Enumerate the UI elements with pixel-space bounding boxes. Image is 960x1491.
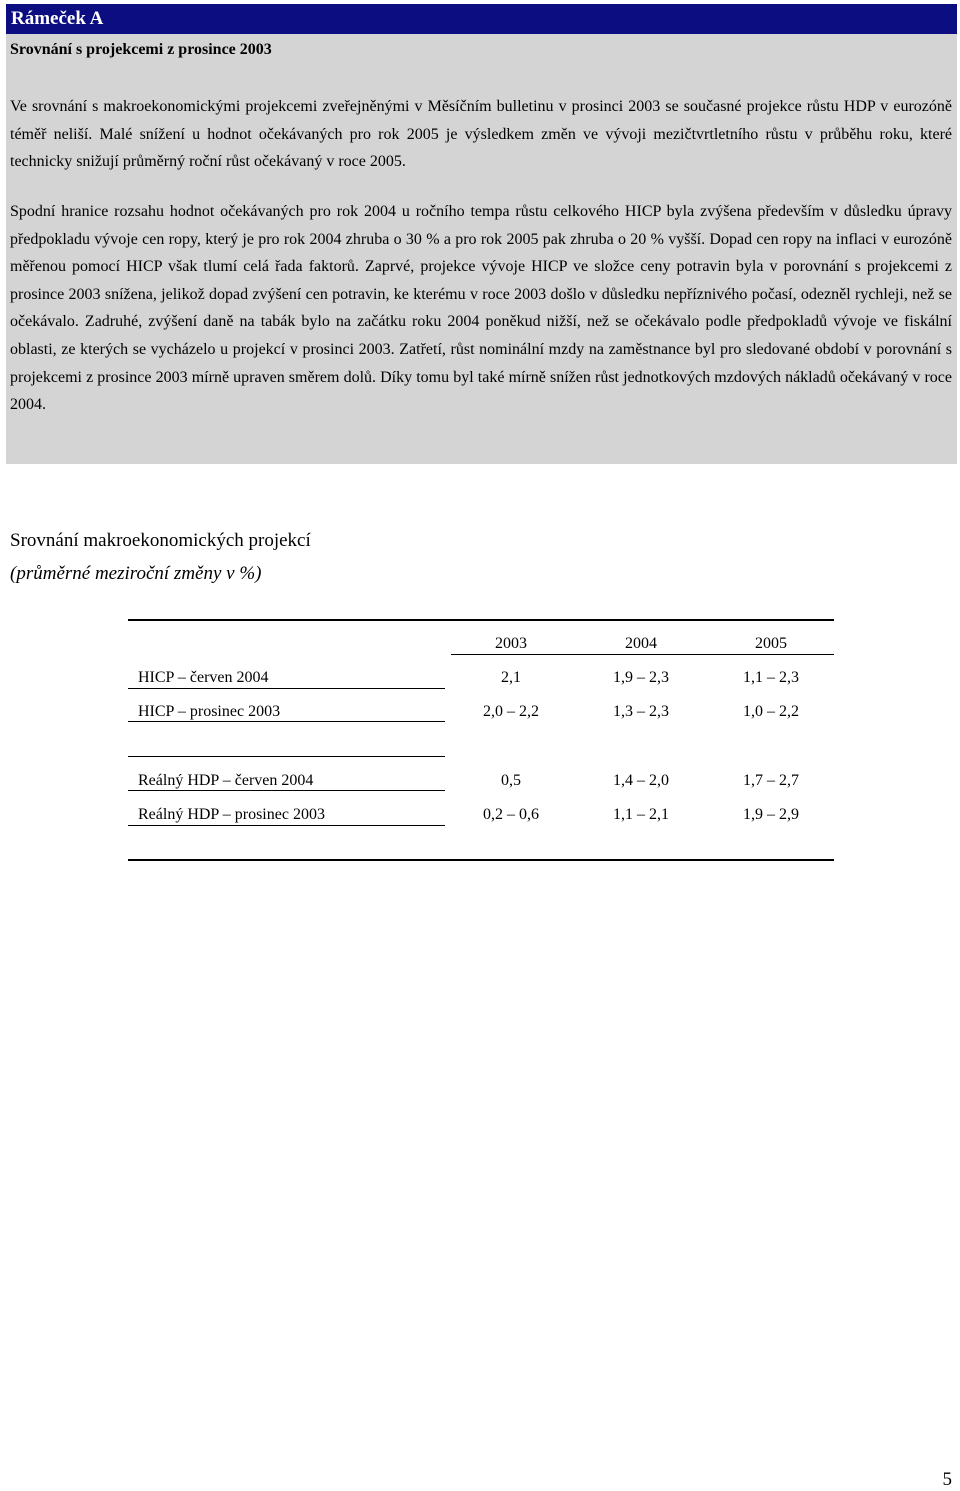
- table-cell: 1,9 – 2,9: [743, 806, 799, 823]
- table-top-rule: [128, 619, 834, 621]
- group-separator-rule: [128, 756, 445, 757]
- row-label-rule: [128, 688, 445, 689]
- row-label: Reálný HDP – prosinec 2003: [138, 806, 325, 823]
- table-bottom-rule: [128, 859, 834, 861]
- table-cell: 2,0 – 2,2: [483, 703, 539, 720]
- row-label-rule: [128, 825, 445, 826]
- table-cell: 1,1 – 2,1: [613, 806, 669, 823]
- box-subtitle: Srovnání s projekcemi z prosince 2003: [10, 41, 272, 58]
- table-cell: 1,0 – 2,2: [743, 703, 799, 720]
- page-number: 5: [942, 1469, 952, 1490]
- header-rule: [451, 654, 834, 655]
- table-cell: 1,9 – 2,3: [613, 669, 669, 686]
- table-title: Srovnání makroekonomických projekcí: [10, 530, 311, 551]
- row-label-rule: [128, 721, 445, 722]
- table-cell: 2,1: [501, 669, 521, 686]
- box-header: [6, 4, 957, 34]
- column-header-2003: 2003: [495, 635, 527, 652]
- table-cell: 1,3 – 2,3: [613, 703, 669, 720]
- table-cell: 0,5: [501, 772, 521, 789]
- row-label: Reálný HDP – červen 2004: [138, 772, 314, 789]
- table-cell: 1,1 – 2,3: [743, 669, 799, 686]
- row-label-rule: [128, 790, 445, 791]
- table-subtitle: (průměrné meziroční změny v %): [10, 563, 262, 584]
- box-title: Rámeček A: [11, 8, 104, 29]
- box-a: [6, 4, 957, 464]
- paragraph-1: Ve srovnání s makroekonomickými projekcemi zveřejněnými v Měsíčním bulletinu v prosinci 2003 se současné projekce růstu HDP v eurozóně téměř neliší. Malé snížení u hodnot očekávaných pro rok 2005 je výsledkem změn ve vývoji mezičtvrtletního růstu v průběhu roku, které technicky snižují průměrný roční růst očekávaný v roce 2005.: [10, 98, 952, 171]
- table-cell: 1,4 – 2,0: [613, 772, 669, 789]
- column-header-2005: 2005: [755, 635, 787, 652]
- paragraph-2: Spodní hranice rozsahu hodnot očekávaných pro rok 2004 u ročního tempa růstu celkového HICP byla zvýšena především v důsledku úpravy předpokladu vývoje cen ropy, který je pro rok 2004 zhruba o 30 % a pro rok 2005 pak zhruba o 20 % vyšší. Dopad cen ropy na inflaci v eurozóně měřenou pomocí HICP však tlumí celá řada faktorů. Zaprvé, projekce vývoje HICP ve složce ceny potravin byla v porovnání s projekcemi z prosince 2003 snížena, jelikož dopad zvýšení cen potravin, ke kterému v roce 2003 došlo v důsledku nepříznivého počasí, odezněl rychleji, než se očekávalo. Zadruhé, zvýšení daně na tabák bylo na začátku roku 2004 poněkud nižší, než se očekávalo podle předpokladů vývoje ve fiskální oblasti, ze kterých se vycházelo u projekcí v prosinci 2003. Zatřetí, růst nominální mzdy na zaměstnance byl pro sledované období v porovnání s projekcemi z prosince 2003 mírně upraven směrem dolů. Díky tomu byl také mírně snížen růst jednotkových mzdových nákladů očekávaný v roce 2004.: [10, 203, 952, 414]
- column-header-2004: 2004: [625, 635, 657, 652]
- row-label: HICP – prosinec 2003: [138, 703, 281, 720]
- row-label: HICP – červen 2004: [138, 669, 269, 686]
- table-cell: 1,7 – 2,7: [743, 772, 799, 789]
- table-cell: 0,2 – 0,6: [483, 806, 539, 823]
